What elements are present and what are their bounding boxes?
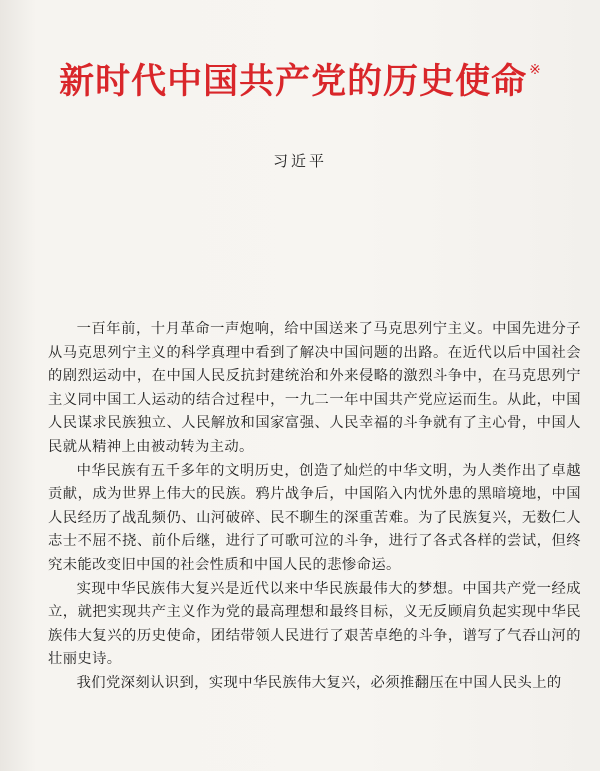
paragraph: 实现中华民族伟大复兴是近代以来中华民族最伟大的梦想。中国共产党一经成立，就把实现共产主义作为党的最高理想和最终目标，义无反顾肩负起实现中华民族伟大复兴的历史使命，团结带领人民进行了艰苦卓绝的斗争，谱写了气吞山河的壮丽史诗。 xyxy=(48,580,581,668)
paragraph: 中华民族有五千多年的文明历史，创造了灿烂的中华文明，为人类作出了卓越贡献，成为世界上伟大的民族。鸦片战争后，中国陷入内忧外患的黑暗境地，中国人民经历了战乱频仍、山河破碎、民不聊生的深重苦难。为了民族复兴，无数仁人志士不屈不挠、前仆后继，进行了可歌可泣的斗争，进行了各式各样的尝试，但终究未能改变旧中国的社会性质和中国人民的悲惨命运。 xyxy=(48,462,581,573)
title-footnote-mark: ※ xyxy=(529,62,541,78)
article-body xyxy=(48,318,581,696)
paragraph: 一百年前，十月革命一声炮响，给中国送来了马克思列宁主义。中国先进分子从马克思列宁主义的科学真理中看到了解决中国问题的出路。在近代以后中国社会的剧烈运动中，在中国人民反抗封建统治和外来侵略的激烈斗争中，在马克思列宁主义同中国工人运动的结合过程中，一九二一年中国共产党应运而生。从此，中国人民谋求民族独立、人民解放和国家富强、人民幸福的斗争就有了主心骨，中国人民就从精神上由被动转为主动。 xyxy=(48,321,581,455)
article-title: 新时代中国共产党的历史使命 xyxy=(59,62,528,102)
author-name: 习近平 xyxy=(272,152,327,170)
title-block xyxy=(0,60,600,104)
paragraph: 我们党深刻认识到，实现中华民族伟大复兴，必须推翻压在中国人民头上的 xyxy=(76,674,562,691)
